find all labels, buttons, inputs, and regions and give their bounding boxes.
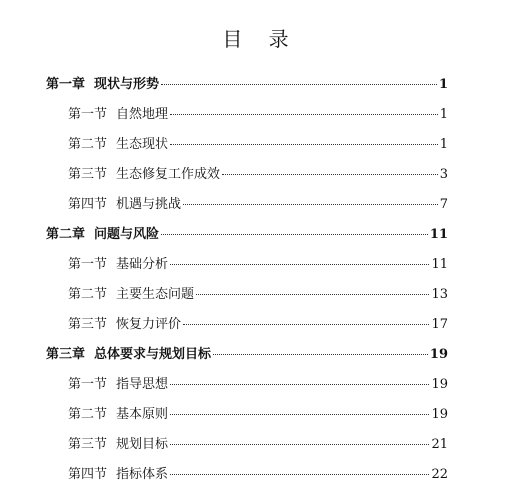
toc-entry-number: 第三章 xyxy=(46,347,86,362)
toc-leader-dots xyxy=(222,173,438,175)
toc-entry-section-3-3[interactable] xyxy=(68,434,448,456)
toc-entry-label xyxy=(68,404,168,426)
toc-entry-label xyxy=(68,374,168,396)
toc-leader-dots xyxy=(170,473,429,475)
toc-entry-section-1-4[interactable] xyxy=(68,194,448,216)
toc-page-number: 22 xyxy=(431,467,448,482)
toc-entry-title: 指标体系 xyxy=(116,467,169,482)
toc-entry-label xyxy=(68,284,194,306)
toc-entry-label xyxy=(68,434,168,456)
toc-entry-title: 生态现状 xyxy=(116,137,169,152)
toc-page-number: 1 xyxy=(439,137,448,152)
toc-entry-section-1-1[interactable] xyxy=(68,104,448,126)
toc-leader-dots xyxy=(170,443,429,445)
toc-entry-title: 主要生态问题 xyxy=(116,287,195,302)
toc-entry-title: 恢复力评价 xyxy=(116,317,182,332)
toc-entry-title: 自然地理 xyxy=(116,107,169,122)
toc-leader-dots xyxy=(170,263,429,265)
toc-entry-label xyxy=(68,254,168,276)
toc-entry-label xyxy=(46,224,159,246)
toc-entry-number: 第二节 xyxy=(68,407,108,422)
toc-entry-label xyxy=(68,314,181,336)
toc-leader-dots xyxy=(161,83,437,85)
toc-page-number: 11 xyxy=(429,227,448,242)
toc-leader-dots xyxy=(170,413,429,415)
toc-leader-dots xyxy=(170,143,438,145)
toc-entry-section-1-2[interactable] xyxy=(68,134,448,156)
toc-page-number: 7 xyxy=(439,197,448,212)
toc-entry-chapter-3[interactable] xyxy=(46,344,448,366)
toc-page-number: 11 xyxy=(431,257,448,272)
toc-entry-number: 第一节 xyxy=(68,107,108,122)
toc-entry-title: 规划目标 xyxy=(116,437,169,452)
toc-entry-chapter-1[interactable] xyxy=(46,74,448,96)
toc-page-number: 19 xyxy=(429,347,448,362)
toc-entry-section-2-1[interactable] xyxy=(68,254,448,276)
toc-title: 目 录 xyxy=(222,27,299,51)
toc-entry-title: 生态修复工作成效 xyxy=(116,167,221,182)
toc-entry-label xyxy=(68,104,168,126)
toc-entry-label xyxy=(68,134,168,156)
toc-leader-dots xyxy=(183,203,438,205)
toc-entry-section-2-3[interactable] xyxy=(68,314,448,336)
toc-page-number: 21 xyxy=(431,437,448,452)
toc-entry-number: 第四节 xyxy=(68,467,108,482)
toc-entry-number: 第二节 xyxy=(68,137,108,152)
toc-entry-label xyxy=(68,164,220,186)
toc-leader-dots xyxy=(213,353,428,355)
toc-entry-number: 第四节 xyxy=(68,197,108,212)
toc-entry-label xyxy=(68,464,168,486)
toc-entry-number: 第一节 xyxy=(68,257,108,272)
toc-entry-section-1-3[interactable] xyxy=(68,164,448,186)
toc-entry-title: 现状与形势 xyxy=(94,77,160,92)
toc-entry-number: 第三节 xyxy=(68,167,108,182)
toc-entry-label xyxy=(46,344,211,366)
toc-entry-label xyxy=(68,194,181,216)
toc-leader-dots xyxy=(170,383,429,385)
toc-entry-title: 机遇与挑战 xyxy=(116,197,182,212)
toc-entry-title: 总体要求与规划目标 xyxy=(94,347,212,362)
toc-page-number: 19 xyxy=(431,407,448,422)
toc-entry-title: 问题与风险 xyxy=(94,227,160,242)
toc-entry-number: 第一节 xyxy=(68,377,108,392)
toc-entry-chapter-2[interactable] xyxy=(46,224,448,246)
toc-page-number: 1 xyxy=(438,77,448,92)
toc-leader-dots xyxy=(183,323,429,325)
toc-leader-dots xyxy=(196,293,429,295)
toc-page-number: 3 xyxy=(439,167,448,182)
toc-entry-title: 基本原则 xyxy=(116,407,169,422)
toc-entry-number: 第二章 xyxy=(46,227,86,242)
toc-entry-section-3-2[interactable] xyxy=(68,404,448,426)
toc-entry-title: 基础分析 xyxy=(116,257,169,272)
toc-page-number: 19 xyxy=(431,377,448,392)
toc-page-number: 1 xyxy=(439,107,448,122)
toc-page-number: 17 xyxy=(431,317,448,332)
toc-entry-number: 第二节 xyxy=(68,287,108,302)
toc-entry-number: 第三节 xyxy=(68,437,108,452)
toc-entry-section-3-4[interactable] xyxy=(68,464,448,486)
toc-entry-number: 第一章 xyxy=(46,77,86,92)
toc-entry-section-3-1[interactable] xyxy=(68,374,448,396)
toc-entry-number: 第三节 xyxy=(68,317,108,332)
toc-page-number: 13 xyxy=(431,287,448,302)
toc-entry-title: 指导思想 xyxy=(116,377,169,392)
toc-leader-dots xyxy=(170,113,438,115)
toc-leader-dots xyxy=(161,233,428,235)
toc-entry-label xyxy=(46,74,159,96)
toc-entry-section-2-2[interactable] xyxy=(68,284,448,306)
